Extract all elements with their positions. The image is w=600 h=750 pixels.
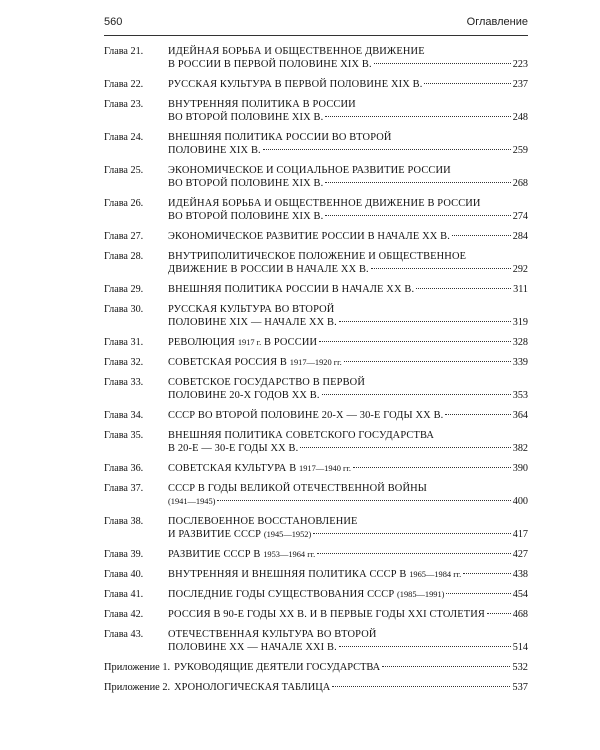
dot-leader bbox=[446, 593, 510, 594]
chapter-title-line: СОВЕТСКАЯ РОССИЯ В 1917—1920 гг. bbox=[168, 357, 342, 368]
chapter-label: Глава 34. bbox=[104, 410, 144, 421]
chapter-title-line: ИДЕЙНАЯ БОРЬБА И ОБЩЕСТВЕННОЕ ДВИЖЕНИЕ В РОССИИ bbox=[168, 198, 481, 209]
chapter-page-number: 417 bbox=[512, 529, 528, 540]
chapter-page-number: 438 bbox=[512, 569, 528, 580]
dot-leader bbox=[416, 288, 511, 289]
appendix-label: Приложение 2. bbox=[104, 682, 171, 693]
dot-leader bbox=[424, 83, 510, 84]
dot-leader bbox=[371, 268, 511, 269]
toc-entry[interactable] bbox=[104, 98, 528, 124]
toc-entry[interactable] bbox=[104, 250, 528, 276]
chapter-title bbox=[168, 548, 528, 561]
header-rule bbox=[104, 35, 528, 36]
chapter-label: Глава 40. bbox=[104, 569, 144, 580]
chapter-title-line: (1941—1945) bbox=[168, 497, 216, 506]
appendix-title: ХРОНОЛОГИЧЕСКАЯ ТАБЛИЦА bbox=[174, 682, 331, 693]
toc-entry[interactable] bbox=[104, 482, 528, 508]
dot-leader bbox=[463, 573, 510, 574]
chapter-page-number: 400 bbox=[512, 496, 528, 507]
toc-entry[interactable] bbox=[104, 429, 528, 455]
chapter-title bbox=[168, 608, 528, 621]
chapter-title-line: РОССИЯ В 90-Е ГОДЫ XX В. И В ПЕРВЫЕ ГОДЫ XXI СТОЛЕТИЯ bbox=[168, 609, 485, 620]
chapter-label: Глава 39. bbox=[104, 549, 144, 560]
chapter-title-line: ИДЕЙНАЯ БОРЬБА И ОБЩЕСТВЕННОЕ ДВИЖЕНИЕ bbox=[168, 46, 425, 57]
dot-leader bbox=[325, 182, 510, 183]
page-number: 560 bbox=[104, 16, 123, 28]
chapter-page-number: 468 bbox=[512, 609, 528, 620]
chapter-title-line: ЭКОНОМИЧЕСКОЕ И СОЦИАЛЬНОЕ РАЗВИТИЕ РОССИИ bbox=[168, 165, 451, 176]
appendix-page-number: 532 bbox=[512, 662, 528, 673]
chapter-title-line: ПОЛОВИНЕ 20-Х ГОДОВ XX В. bbox=[168, 390, 320, 401]
chapter-page-number: 390 bbox=[512, 463, 528, 474]
toc-entry[interactable] bbox=[104, 336, 528, 349]
chapter-title-line: ВНУТРЕННЯЯ И ВНЕШНЯЯ ПОЛИТИКА СССР В 1965—1984 гг. bbox=[168, 569, 462, 580]
chapter-title-line: ВНЕШНЯЯ ПОЛИТИКА РОССИИ ВО ВТОРОЙ bbox=[168, 132, 392, 143]
dot-leader bbox=[332, 686, 510, 687]
chapter-page-number: 259 bbox=[512, 145, 528, 156]
chapter-title bbox=[168, 230, 528, 243]
chapter-title-line: В 20-Е — 30-Е ГОДЫ XX В. bbox=[168, 443, 299, 454]
dot-leader bbox=[325, 215, 510, 216]
chapter-title-line: ПОСЛЕДНИЕ ГОДЫ СУЩЕСТВОВАНИЯ СССР (1985—1991) bbox=[168, 589, 445, 600]
chapter-page-number: 274 bbox=[512, 211, 528, 222]
toc-entry[interactable] bbox=[104, 628, 528, 654]
chapter-title bbox=[168, 45, 528, 71]
chapter-label: Глава 37. bbox=[104, 483, 144, 494]
chapter-label: Глава 43. bbox=[104, 629, 144, 640]
dot-leader bbox=[217, 500, 510, 501]
toc-entry[interactable] bbox=[104, 164, 528, 190]
toc-entry[interactable] bbox=[104, 568, 528, 581]
chapter-title-line: ВО ВТОРОЙ ПОЛОВИНЕ XIX В. bbox=[168, 211, 324, 222]
dot-leader bbox=[300, 447, 510, 448]
toc-appendix-entry[interactable] bbox=[104, 661, 528, 674]
chapter-page-number: 284 bbox=[512, 231, 528, 242]
chapter-title-line: ПОСЛЕВОЕННОЕ ВОССТАНОВЛЕНИЕ bbox=[168, 516, 358, 527]
dot-leader bbox=[452, 235, 511, 236]
dot-leader bbox=[344, 361, 511, 362]
chapter-title-line: РУССКАЯ КУЛЬТУРА В ПЕРВОЙ ПОЛОВИНЕ XIX В. bbox=[168, 79, 423, 90]
dot-leader bbox=[317, 553, 510, 554]
chapter-label: Глава 29. bbox=[104, 284, 144, 295]
chapter-page-number: 292 bbox=[512, 264, 528, 275]
chapter-title bbox=[168, 164, 528, 190]
toc-entry[interactable] bbox=[104, 462, 528, 475]
section-title: Оглавление bbox=[466, 16, 528, 28]
toc-entry[interactable] bbox=[104, 303, 528, 329]
toc-entry[interactable] bbox=[104, 356, 528, 369]
chapter-title-line: ВО ВТОРОЙ ПОЛОВИНЕ XIX В. bbox=[168, 178, 324, 189]
chapter-label: Глава 31. bbox=[104, 337, 144, 348]
chapter-label: Глава 24. bbox=[104, 132, 144, 143]
appendix-title: РУКОВОДЯЩИЕ ДЕЯТЕЛИ ГОСУДАРСТВА bbox=[174, 662, 381, 673]
chapter-title bbox=[168, 588, 528, 601]
toc-entry[interactable] bbox=[104, 588, 528, 601]
chapter-label: Глава 28. bbox=[104, 251, 144, 262]
chapter-title-line: ВНЕШНЯЯ ПОЛИТИКА СОВЕТСКОГО ГОСУДАРСТВА bbox=[168, 430, 435, 441]
chapter-title bbox=[168, 98, 528, 124]
chapter-title-line: ПОЛОВИНЕ XX — НАЧАЛЕ XXI В. bbox=[168, 642, 337, 653]
chapter-label: Глава 21. bbox=[104, 46, 144, 57]
chapter-title-line: В РОССИИ В ПЕРВОЙ ПОЛОВИНЕ XIX В. bbox=[168, 59, 372, 70]
chapter-title-line: ВНУТРИПОЛИТИЧЕСКОЕ ПОЛОЖЕНИЕ И ОБЩЕСТВЕННОЕ bbox=[168, 251, 467, 262]
toc-entry[interactable] bbox=[104, 230, 528, 243]
appendix-page-number: 537 bbox=[512, 682, 528, 693]
dot-leader bbox=[322, 394, 511, 395]
chapter-title-line: ПОЛОВИНЕ XIX В. bbox=[168, 145, 261, 156]
chapter-page-number: 339 bbox=[512, 357, 528, 368]
chapter-label: Глава 26. bbox=[104, 198, 144, 209]
chapter-title-line: ВО ВТОРОЙ ПОЛОВИНЕ XIX В. bbox=[168, 112, 324, 123]
chapter-title-line: ВНУТРЕННЯЯ ПОЛИТИКА В РОССИИ bbox=[168, 99, 356, 110]
chapter-title bbox=[168, 78, 528, 91]
chapter-page-number: 311 bbox=[513, 284, 528, 295]
chapter-page-number: 223 bbox=[512, 59, 528, 70]
toc-entry[interactable] bbox=[104, 515, 528, 541]
chapter-label: Глава 38. bbox=[104, 516, 144, 527]
dot-leader bbox=[353, 467, 511, 468]
toc-entry[interactable] bbox=[104, 197, 528, 223]
chapter-page-number: 353 bbox=[512, 390, 528, 401]
chapter-title bbox=[168, 482, 528, 508]
chapter-title bbox=[168, 197, 528, 223]
chapter-page-number: 319 bbox=[512, 317, 528, 328]
chapter-label: Глава 32. bbox=[104, 357, 144, 368]
chapter-page-number: 237 bbox=[512, 79, 528, 90]
toc-entry[interactable] bbox=[104, 283, 528, 296]
dot-leader bbox=[319, 341, 511, 342]
chapter-title bbox=[168, 303, 528, 329]
toc-appendix-entry[interactable] bbox=[104, 681, 528, 694]
chapter-title bbox=[168, 409, 528, 422]
chapter-title-line: РУССКАЯ КУЛЬТУРА ВО ВТОРОЙ bbox=[168, 304, 335, 315]
chapter-page-number: 364 bbox=[512, 410, 528, 421]
chapter-page-number: 382 bbox=[512, 443, 528, 454]
chapter-label: Глава 33. bbox=[104, 377, 144, 388]
dot-leader bbox=[445, 414, 510, 415]
chapter-label: Глава 42. bbox=[104, 609, 144, 620]
table-of-contents bbox=[104, 45, 528, 701]
chapter-label: Глава 25. bbox=[104, 165, 144, 176]
chapter-label: Глава 36. bbox=[104, 463, 144, 474]
chapter-label: Глава 22. bbox=[104, 79, 144, 90]
chapter-label: Глава 41. bbox=[104, 589, 144, 600]
chapter-page-number: 268 bbox=[512, 178, 528, 189]
chapter-title-line: ПОЛОВИНЕ XIX — НАЧАЛЕ XX В. bbox=[168, 317, 337, 328]
chapter-title-line: ВНЕШНЯЯ ПОЛИТИКА РОССИИ В НАЧАЛЕ XX В. bbox=[168, 284, 415, 295]
chapter-page-number: 454 bbox=[512, 589, 528, 600]
toc-entry[interactable] bbox=[104, 45, 528, 71]
chapter-label: Глава 23. bbox=[104, 99, 144, 110]
chapter-title-line: РАЗВИТИЕ СССР В 1953—1964 гг. bbox=[168, 549, 316, 560]
toc-entry[interactable] bbox=[104, 376, 528, 402]
toc-entry[interactable] bbox=[104, 131, 528, 157]
chapter-label: Глава 35. bbox=[104, 430, 144, 441]
chapter-page-number: 248 bbox=[512, 112, 528, 123]
dot-leader bbox=[313, 533, 510, 534]
chapter-title bbox=[168, 462, 528, 475]
dot-leader bbox=[339, 646, 511, 647]
chapter-page-number: 427 bbox=[512, 549, 528, 560]
chapter-title bbox=[168, 429, 528, 455]
chapter-title-line: СССР В ГОДЫ ВЕЛИКОЙ ОТЕЧЕСТВЕННОЙ ВОЙНЫ bbox=[168, 483, 427, 494]
chapter-title bbox=[168, 356, 528, 369]
chapter-title bbox=[168, 131, 528, 157]
chapter-title-line: ОТЕЧЕСТВЕННАЯ КУЛЬТУРА ВО ВТОРОЙ bbox=[168, 629, 377, 640]
chapter-title-line: СОВЕТСКАЯ КУЛЬТУРА В 1917—1940 гг. bbox=[168, 463, 352, 474]
dot-leader bbox=[487, 613, 511, 614]
chapter-title-line: СССР ВО ВТОРОЙ ПОЛОВИНЕ 20-Х — 30-Е ГОДЫ XX В. bbox=[168, 410, 444, 421]
chapter-title-line: СОВЕТСКОЕ ГОСУДАРСТВО В ПЕРВОЙ bbox=[168, 377, 365, 388]
chapter-title bbox=[168, 515, 528, 541]
dot-leader bbox=[325, 116, 510, 117]
chapter-label: Глава 27. bbox=[104, 231, 144, 242]
toc-entry[interactable] bbox=[104, 548, 528, 561]
toc-entry[interactable] bbox=[104, 409, 528, 422]
toc-entry[interactable] bbox=[104, 78, 528, 91]
dot-leader bbox=[263, 149, 511, 150]
appendix-label: Приложение 1. bbox=[104, 662, 171, 673]
chapter-page-number: 328 bbox=[512, 337, 528, 348]
running-header bbox=[104, 14, 528, 34]
chapter-title bbox=[168, 283, 528, 296]
chapter-label: Глава 30. bbox=[104, 304, 144, 315]
dot-leader bbox=[339, 321, 511, 322]
chapter-page-number: 514 bbox=[512, 642, 528, 653]
chapter-title bbox=[168, 568, 528, 581]
toc-entry[interactable] bbox=[104, 608, 528, 621]
chapter-title bbox=[168, 250, 528, 276]
chapter-title-line: ДВИЖЕНИЕ В РОССИИ В НАЧАЛЕ XX В. bbox=[168, 264, 369, 275]
chapter-title bbox=[168, 376, 528, 402]
chapter-title-line: И РАЗВИТИЕ СССР (1945—1952) bbox=[168, 529, 312, 540]
dot-leader bbox=[374, 63, 511, 64]
chapter-title bbox=[168, 336, 528, 349]
chapter-title bbox=[168, 628, 528, 654]
chapter-title-line: ЭКОНОМИЧЕСКОЕ РАЗВИТИЕ РОССИИ В НАЧАЛЕ XX В. bbox=[168, 231, 451, 242]
dot-leader bbox=[382, 666, 510, 667]
chapter-title-line: РЕВОЛЮЦИЯ 1917 г. В РОССИИ bbox=[168, 337, 318, 348]
